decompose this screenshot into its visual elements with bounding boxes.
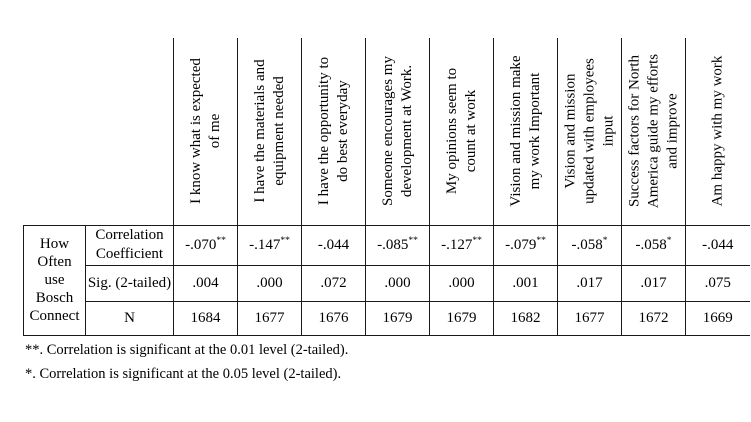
sig-marker: * <box>602 235 608 246</box>
row-n <box>24 301 750 335</box>
column-header-8 <box>622 38 686 225</box>
coef-cell-7: -.058* <box>558 225 622 265</box>
column-header-1 <box>174 38 238 225</box>
sig-marker: ** <box>216 235 226 246</box>
header-empty-cell <box>24 38 174 225</box>
table-footnotes <box>25 340 751 385</box>
coef-cell-9: -.044 <box>686 225 750 265</box>
row-correlation-coefficient <box>24 225 750 265</box>
sig-cell-1: .004 <box>174 265 238 301</box>
column-header-7 <box>558 38 622 225</box>
header-row <box>24 38 750 225</box>
column-header-3-label: I have the opportunity to do best everyday <box>315 57 351 206</box>
footnote-01-level: **. Correlation is significant at the 0.01 level (2-tailed). <box>25 341 349 358</box>
column-header-1-label: I know what is expected of me <box>187 58 223 205</box>
column-header-9 <box>686 38 750 225</box>
sig-cell-4: .000 <box>366 265 430 301</box>
column-header-4 <box>366 38 430 225</box>
n-cell-7: 1677 <box>558 301 622 335</box>
sig-marker: ** <box>472 235 482 246</box>
n-cell-8: 1672 <box>622 301 686 335</box>
n-cell-6: 1682 <box>494 301 558 335</box>
n-cell-3: 1676 <box>302 301 366 335</box>
sig-cell-6: .001 <box>494 265 558 301</box>
sig-cell-9: .075 <box>686 265 750 301</box>
coef-cell-2: -.147** <box>238 225 302 265</box>
column-header-2-label: I have the materials and equipment needed <box>251 59 287 203</box>
column-header-2 <box>238 38 302 225</box>
coef-cell-6: -.079** <box>494 225 558 265</box>
coef-cell-1: -.070** <box>174 225 238 265</box>
correlation-table <box>23 38 750 336</box>
sig-marker: ** <box>536 235 546 246</box>
column-header-5 <box>430 38 494 225</box>
row-label-correlation-coefficient: Correlation Coefficient <box>86 225 174 265</box>
column-header-3 <box>302 38 366 225</box>
coef-cell-8: -.058* <box>622 225 686 265</box>
coef-cell-3: -.044 <box>302 225 366 265</box>
sig-cell-5: .000 <box>430 265 494 301</box>
column-header-5-label: My opinions seem to count at work <box>443 68 479 195</box>
row-label-n: N <box>86 301 174 335</box>
sig-cell-7: .017 <box>558 265 622 301</box>
coef-cell-5: -.127** <box>430 225 494 265</box>
n-cell-2: 1677 <box>238 301 302 335</box>
n-cell-5: 1679 <box>430 301 494 335</box>
column-header-7-label: Vision and mission updated with employees input <box>562 58 616 205</box>
sig-cell-2: .000 <box>238 265 302 301</box>
column-header-6 <box>494 38 558 225</box>
n-cell-9: 1669 <box>686 301 750 335</box>
row-label-sig: Sig. (2-tailed) <box>86 265 174 301</box>
n-cell-4: 1679 <box>366 301 430 335</box>
sig-marker: * <box>666 235 672 246</box>
column-header-6-label: Vision and mission make my work Important <box>507 55 543 207</box>
sig-cell-3: .072 <box>302 265 366 301</box>
sig-marker: ** <box>280 235 290 246</box>
row-group-label: How Often use Bosch Connect <box>29 236 80 324</box>
column-header-8-label: Success factors for North America guide my efforts and improve <box>626 54 680 209</box>
footnote-05-level: *. Correlation is significant at the 0.05 level (2-tailed). <box>25 365 342 382</box>
row-group-label-cell <box>24 225 86 335</box>
n-cell-1: 1684 <box>174 301 238 335</box>
sig-marker: ** <box>408 235 418 246</box>
column-header-4-label: Someone encourages my development at Work. <box>379 56 415 207</box>
row-sig-2-tailed <box>24 265 750 301</box>
column-header-9-label: Am happy with my work <box>709 55 726 207</box>
sig-cell-8: .017 <box>622 265 686 301</box>
coef-cell-4: -.085** <box>366 225 430 265</box>
